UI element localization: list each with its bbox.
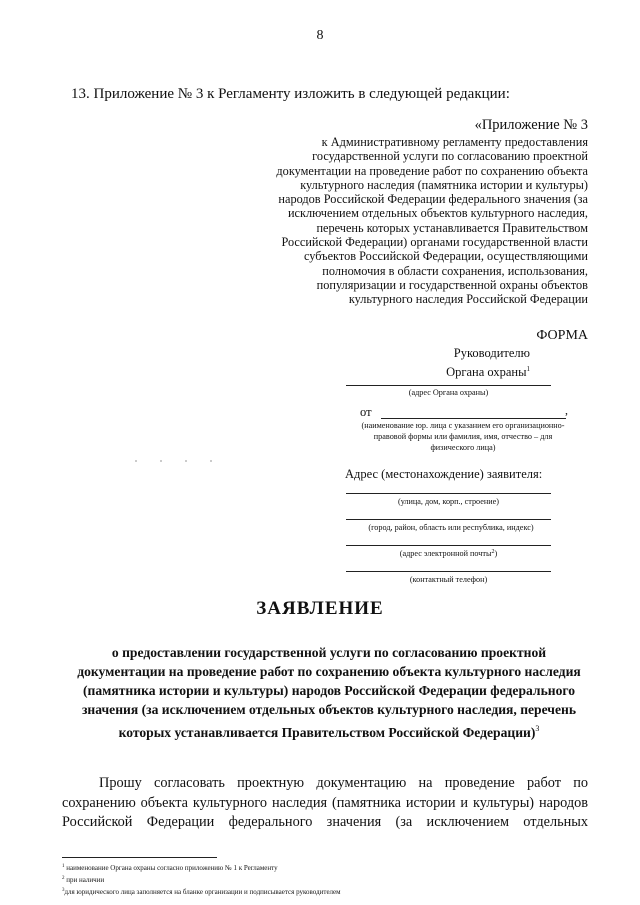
appendix-line: культурного наследия (памятника истории и культуры) — [300, 177, 588, 192]
page-number: 8 — [316, 28, 324, 43]
street-line[interactable] — [346, 493, 551, 494]
applicant-caption: (наименование юр. лица с указанием его организационно- правовой формы или фамилия, имя, отчество – для физического лица) — [361, 421, 565, 452]
email-caption: (адрес электронной почты$^2$) — [399, 549, 498, 558]
organ-address-caption: (адрес Органа охраны) — [408, 388, 489, 397]
applicant-name-line[interactable] — [381, 418, 566, 419]
appendix-line: Российской Федерации) органами государственной власти — [281, 235, 588, 250]
footnote-2: $^2$ при наличии — [62, 876, 105, 884]
city-caption: (город, район, область или республика, индекс) — [368, 523, 534, 532]
appendix-line: исключением отдельных объектов культурного наследия, — [287, 206, 588, 221]
phone-line[interactable] — [346, 571, 551, 572]
appendix-line: перечень которых устанавливается Правительством — [316, 220, 588, 235]
addressee-organ: Органа охраны$^1$ — [446, 365, 530, 379]
appendix-line: полномочия в области сохранения, использования, — [322, 263, 588, 278]
footnote-divider — [62, 857, 217, 858]
city-line[interactable] — [346, 519, 551, 520]
appendix-description — [250, 135, 588, 307]
phone-caption: (контактный телефон) — [409, 575, 488, 584]
addressee-title: Руководителю — [453, 346, 530, 360]
appendix-line: народов Российской Федерации федерального значения (за — [278, 192, 588, 207]
applicant-address-label: Адрес (местонахождение) заявителя: — [345, 467, 543, 481]
statement-title: ЗАЯВЛЕНИЕ — [256, 598, 384, 619]
from-comma: , — [565, 403, 568, 417]
appendix-line: популяризации и государственной охраны объектов — [316, 277, 588, 292]
from-label: от — [360, 405, 372, 419]
request-text: Прошу согласовать проектную документацию на проведение работ по сохранению объекта культурного наследия (памятника истории и культуры) народов Российской Федерации федерального значения (за исключением отдельных — [62, 775, 588, 830]
statement-subtitle: о предоставлении государственной услуги по согласованию проектной документации на проведение работ по сохранению объекта культурного наследия (памятника истории и культуры) народов Российской Федерации федерального значения (за исключением отдельных объектов культурного наследия, перечень которых устанавливается Правительством Российской Федерации)$^3$ — [77, 645, 581, 740]
appendix-heading: «Приложение № 3 — [474, 117, 588, 133]
amendment-item: 13. Приложение № 3 к Регламенту изложить в следующей редакции: — [71, 86, 510, 102]
footnote-ref: 3 — [535, 724, 540, 733]
appendix-line: государственной услуги по согласованию проектной — [312, 149, 588, 164]
form-label: ФОРМА — [536, 328, 588, 343]
appendix-line: субъектов Российской Федерации, осуществляющими — [304, 249, 588, 264]
organ-address-line[interactable] — [346, 385, 551, 386]
addressee-block — [330, 345, 530, 380]
appendix-line: культурного наследия Российской Федерации — [348, 292, 588, 307]
appendix-line: документации на проведение работ по сохранению объекта — [276, 163, 588, 178]
footnote-1: $^1$ наименование Органа охраны согласно приложению № 1 к Регламенту — [62, 864, 278, 872]
footnote-3: $^3$для юридического лица заполняется на бланке организации и подписывается руководителем — [62, 888, 341, 896]
footnote-ref: 1 — [526, 365, 530, 373]
street-caption: (улица, дом, корп., строение) — [397, 497, 500, 506]
appendix-line: к Административному регламенту предоставления — [321, 135, 588, 149]
email-line[interactable] — [346, 545, 551, 546]
